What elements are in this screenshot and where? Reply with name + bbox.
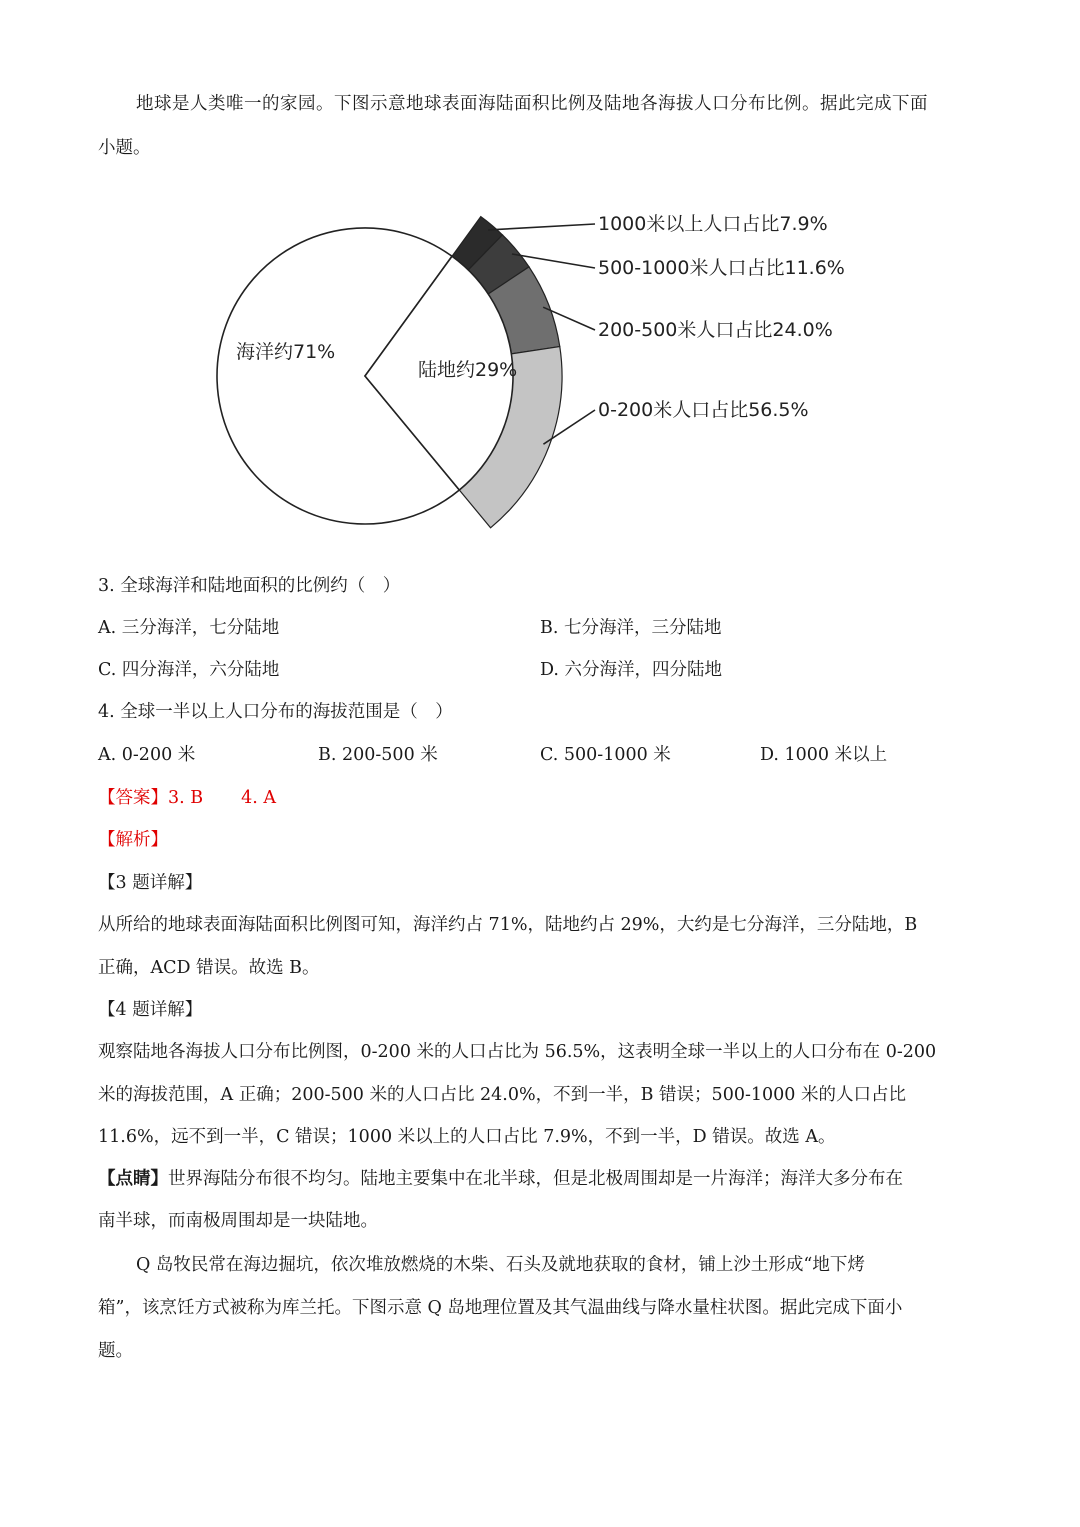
detail4-line2: 米的海拔范围，A 正确；200-500 米的人口占比 24.0%，不到一半，B 错误；500-1000 米的人口占比 (98, 1085, 906, 1105)
q3-option-a: A. 三分海洋，七分陆地 (98, 618, 280, 638)
pie-label-land: 陆地约29% (418, 359, 518, 381)
detail3-line2: 正确，ACD 错误。故选 B。 (98, 958, 320, 978)
q3-option-d: D. 六分海洋，四分陆地 (540, 660, 723, 680)
q3-option-b: B. 七分海洋，三分陆地 (540, 618, 722, 638)
q4-option-b: B. 200-500 米 (318, 745, 438, 765)
band-label-0: 1000米以上人口占比7.9% (598, 213, 828, 235)
pie-chart (0, 200, 1080, 560)
detail3-label: 【3 题详解】 (98, 873, 203, 893)
q4-option-a: A. 0-200 米 (98, 745, 196, 765)
detail4-label: 【4 题详解】 (98, 1000, 203, 1020)
q3-stem: 3. 全球海洋和陆地面积的比例约（ ） (98, 576, 401, 596)
band-label-1: 500-1000米人口占比11.6% (598, 257, 845, 279)
intro2-line3: 题。 (98, 1341, 133, 1361)
analysis-label: 【解析】 (98, 830, 168, 850)
answer-line (98, 786, 276, 810)
tip-line1 (98, 1167, 903, 1191)
band-label-3: 0-200米人口占比56.5% (598, 399, 809, 421)
tip-text-1: 世界海陆分布很不均匀。陆地主要集中在北半球，但是北极周围却是一片海洋；海洋大多分布在 (168, 1169, 903, 1189)
q4-option-c: C. 500-1000 米 (540, 745, 671, 765)
tip-line2: 南半球，而南极周围却是一块陆地。 (98, 1211, 378, 1231)
band-label-2: 200-500米人口占比24.0% (598, 319, 833, 341)
answer-q3: 3. B (168, 788, 204, 808)
intro2-line1: Q 岛牧民常在海边掘坑，依次堆放燃烧的木柴、石头及就地获取的食材，铺上沙土形成“地下烤 (136, 1255, 865, 1275)
q4-option-d: D. 1000 米以上 (760, 745, 888, 765)
detail4-line3: 11.6%，远不到一半，C 错误；1000 米以上的人口占比 7.9%，不到一半，D 错误。故选 A。 (98, 1127, 836, 1147)
intro2-line2: 箱”，该烹饪方式被称为库兰托。下图示意 Q 岛地理位置及其气温曲线与降水量柱状图。据此完成下面小 (98, 1298, 903, 1318)
intro1-line1: 地球是人类唯一的家园。下图示意地球表面海陆面积比例及陆地各海拔人口分布比例。据此完成下面 (136, 94, 928, 114)
leader-line-0 (488, 224, 595, 230)
q3-option-c: C. 四分海洋，六分陆地 (98, 660, 280, 680)
q4-stem: 4. 全球一半以上人口分布的海拔范围是（ ） (98, 702, 453, 722)
answer-label: 【答案】 (98, 788, 168, 808)
detail3-line1: 从所给的地球表面海陆面积比例图可知，海洋约占 71%，陆地约占 29%，大约是七分海洋，三分陆地，B (98, 915, 918, 935)
detail4-line1: 观察陆地各海拔人口分布比例图，0-200 米的人口占比为 56.5%，这表明全球一半以上的人口分布在 0-200 (98, 1042, 937, 1062)
answer-q4: 4. A (241, 788, 277, 808)
pie-label-ocean: 海洋约71% (236, 341, 336, 363)
intro1-line2: 小题。 (98, 138, 151, 158)
tip-label: 【点睛】 (98, 1169, 168, 1189)
